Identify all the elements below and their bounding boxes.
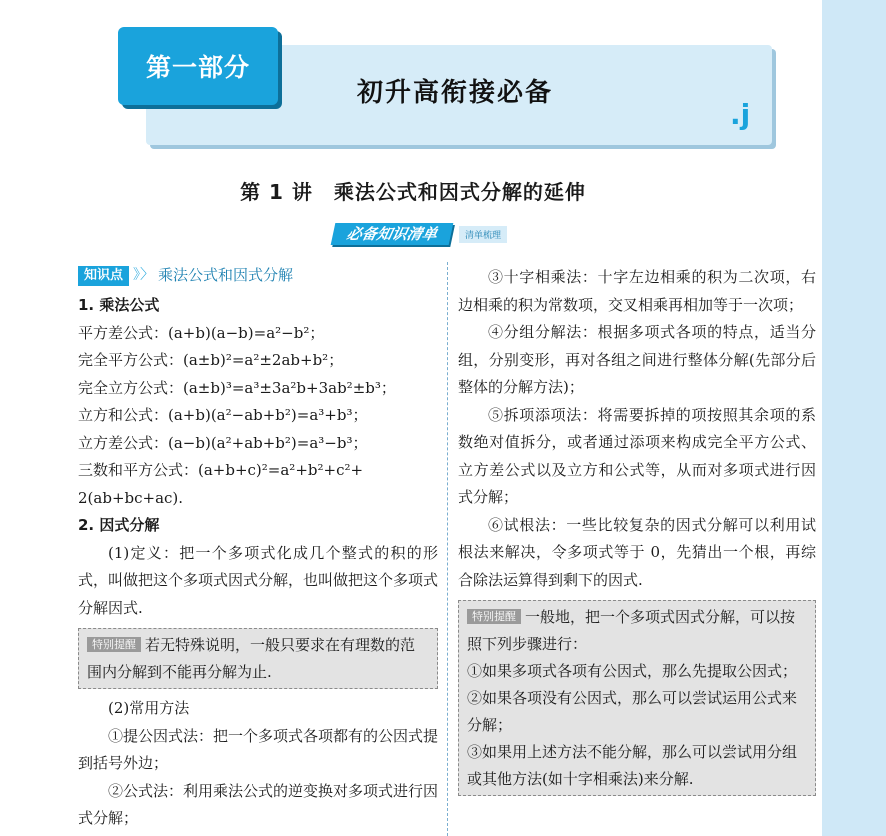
remark-step: ①如果多项式各项有公因式，那么先提取公因式； bbox=[467, 662, 798, 680]
right-column bbox=[458, 264, 816, 802]
remark-text: 若无特殊说明，一般只要求在有理数的范围内分解到不能再分解为止. bbox=[87, 636, 416, 681]
lecture-title: 第 1 讲 乘法公式和因式分解的延伸 bbox=[240, 180, 586, 204]
knowledge-point-title: 乘法公式和因式分解 bbox=[158, 266, 294, 285]
part-label: 第一部分 bbox=[118, 27, 278, 105]
chevron-right-icon: 》〉 bbox=[133, 267, 155, 284]
column-divider bbox=[447, 262, 448, 836]
method-item: ①提公因式法：把一个多项式各项都有的公因式提到括号外边； bbox=[78, 726, 439, 772]
method-item: ④分组分解法：根据多项式各项的特点，适当分组，分别变形，再对各组之间进行整体分解(先部分后整体的分解方法)； bbox=[458, 323, 816, 396]
knowledge-point-header bbox=[78, 264, 438, 288]
remark-step: ③如果用上述方法不能分解，那么可以尝试用分组或其他方法(如十字相乘法)来分解. bbox=[467, 743, 798, 788]
knowledge-point-tag: 知识点 bbox=[78, 266, 129, 286]
heading-factorization: 2. 因式分解 bbox=[78, 516, 160, 534]
formula-line: 三数和平方公式：(a+b+c)²=a²+b²+c²+ bbox=[78, 461, 364, 479]
banner-title: 初升高衔接必备 bbox=[356, 78, 553, 108]
remark-tag: 特别提醒 bbox=[87, 637, 141, 652]
section-main-label: 必备知识清单 bbox=[331, 223, 454, 245]
method-item: ⑤拆项添项法：将需要拆掉的项按照其余项的系数绝对值拆分，或者通过添项来构成完全平方公式、立方差公式以及立方和公式等，从而对多项式进行因式分解； bbox=[458, 405, 816, 506]
method-item: ⑥试根法：一些比较复杂的因式分解可以利用试根法来解决，令多项式等于 0，先猜出一个根，再综合除法运算得到剩下的因式. bbox=[458, 515, 816, 589]
remark-intro: 一般地，把一个多项式因式分解，可以按照下列步骤进行： bbox=[467, 608, 796, 653]
formula-line: 2(ab+bc+ac). bbox=[78, 488, 184, 507]
remark-tag: 特别提醒 bbox=[467, 609, 521, 624]
method-item: ③十字相乘法：十字左边相乘的积为二次项，右边相乘的积为常数项，交叉相乘再相加等于一次项； bbox=[458, 268, 816, 314]
special-remark-box bbox=[458, 600, 816, 796]
banner-deco: .j bbox=[730, 98, 751, 131]
method-item: ②公式法：利用乘法公式的逆变换对多项式进行因式分解； bbox=[78, 781, 439, 827]
formula-line: 完全立方公式：(a±b)³=a³±3a²b+3ab²±b³； bbox=[78, 378, 396, 397]
section-sub-label: 清单梳理 bbox=[459, 226, 507, 243]
definition-paragraph: (1)定义：把一个多项式化成几个整式的积的形式，叫做把这个多项式因式分解，也叫做把这个多项式分解因式. bbox=[78, 543, 439, 617]
formula-line: 立方差公式：(a−b)(a²+ab+b²)=a³−b³； bbox=[78, 433, 368, 452]
methods-title: (2)常用方法 bbox=[108, 699, 190, 717]
heading-multiplication-formulas: 1. 乘法公式 bbox=[78, 296, 160, 314]
special-remark-box bbox=[78, 628, 438, 689]
formula-line: 平方差公式：(a+b)(a−b)=a²−b²； bbox=[78, 323, 325, 342]
formula-line: 完全平方公式：(a±b)²=a²±2ab+b²； bbox=[78, 351, 344, 369]
formula-line: 立方和公式：(a+b)(a²−ab+b²)=a³+b³； bbox=[78, 406, 368, 424]
side-strip bbox=[822, 0, 886, 836]
left-column bbox=[78, 264, 438, 833]
section-banner bbox=[333, 223, 507, 245]
remark-step: ②如果各项没有公因式，那么可以尝试运用公式来分解； bbox=[467, 689, 798, 734]
